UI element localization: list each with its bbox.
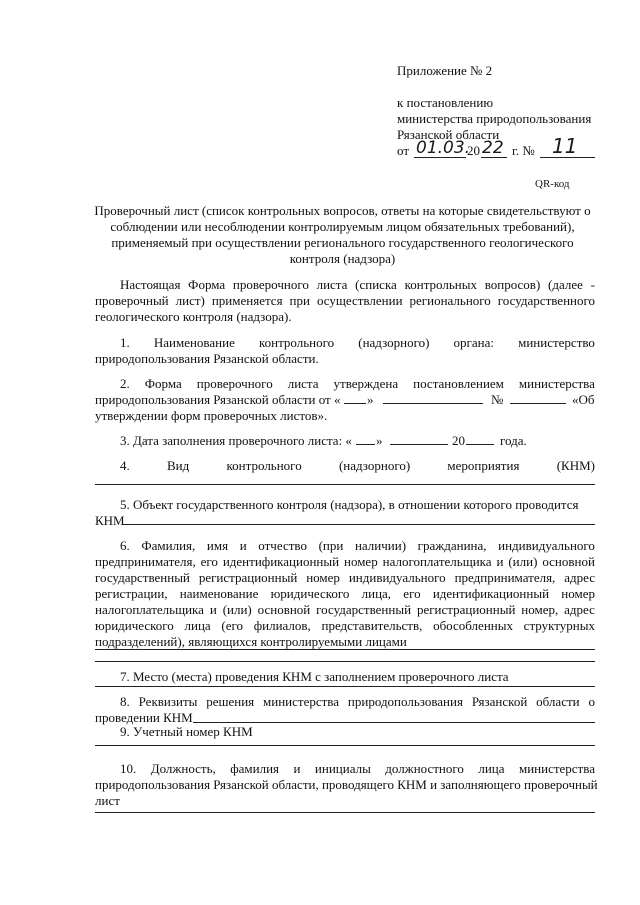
word: листа (287, 376, 319, 391)
word: номер, (521, 602, 559, 617)
word: лица (184, 618, 211, 633)
item-2-line-2-b: » (367, 392, 374, 407)
word: 10. (120, 761, 137, 776)
word: структурных (523, 618, 595, 633)
word: Фамилия, (141, 538, 196, 553)
word: основной (542, 554, 595, 569)
word: 8. (120, 694, 130, 709)
word: фамилия (230, 761, 280, 776)
item-1-line-1 (120, 335, 595, 351)
word: Рязанской (471, 694, 528, 709)
intro-line-2 (95, 293, 595, 309)
word: гражданина, (417, 538, 487, 553)
word: природопользования (347, 694, 463, 709)
word: отчество (258, 538, 307, 553)
word: регистрации, (95, 586, 168, 601)
word: (или) (222, 602, 252, 617)
item-6-line-6 (95, 618, 595, 634)
word: государственного (497, 293, 595, 308)
title-line-4: контроля (надзора) (289, 251, 396, 266)
word: номер (343, 554, 378, 569)
word: утверждена (333, 376, 399, 391)
word: основной (257, 602, 311, 617)
item-6-line-5 (95, 602, 595, 618)
word: предпринимателя, (95, 554, 196, 569)
word: (при (318, 538, 344, 553)
word: вопросов) (484, 277, 541, 292)
item-3-month-blank (390, 444, 448, 445)
item-7-line: 7. Место (места) проведения КНМ с заполнением проверочного листа (120, 669, 509, 684)
word: министерство (518, 335, 595, 350)
item-3-b: » (376, 433, 383, 448)
word: Настоящая (120, 277, 181, 292)
item-6-blank-1 (95, 649, 595, 650)
intro-line-3: геологического контроля (надзора). (95, 309, 292, 324)
title-line-3: применяемый при осуществлении регионального государственного геологического (111, 235, 574, 250)
word: адрес (564, 570, 595, 585)
word: Наименование (153, 335, 235, 350)
item-9-line: 9. Учетный номер КНМ (120, 724, 253, 739)
to-resolution: к постановлению (397, 95, 494, 110)
word: 4. (120, 458, 130, 473)
word: и (496, 554, 504, 569)
word: идентификационный (432, 586, 550, 601)
word: его (403, 586, 421, 601)
word: регистрационный (198, 570, 298, 585)
item-2-line-2-d: «Об (572, 392, 595, 407)
word: наличии) (354, 538, 407, 553)
word: номер (306, 570, 340, 585)
word: государственный (316, 602, 412, 617)
item-6-line-2 (95, 554, 595, 570)
word: 6. (120, 538, 130, 553)
item-2-line-3: утверждении форм проверочных листов». (95, 408, 328, 423)
word: регистрационный (416, 602, 516, 617)
word: Форма (188, 277, 226, 292)
word: индивидуального (498, 538, 595, 553)
word: налогоплательщика (95, 602, 204, 617)
appendix-number: Приложение № 2 (397, 63, 493, 78)
word: осуществлении (316, 293, 403, 308)
word: Реквизиты (138, 694, 198, 709)
word: (надзорного) (338, 458, 411, 473)
word: адрес (564, 602, 595, 617)
item-10-line-3: лист (95, 793, 120, 808)
word: (списка (355, 277, 397, 292)
item-6-line-4 (95, 586, 595, 602)
item-10-line-2: природопользования Рязанской области, проводящего КНМ и заполняющего проверочный (95, 777, 598, 792)
word: инициалы (314, 761, 371, 776)
item-3-day-blank (356, 444, 375, 445)
word: обособленных (433, 618, 513, 633)
item-8-line-2: проведении КНМ (95, 710, 193, 725)
item-8-line-1 (120, 694, 595, 710)
word: и (209, 602, 217, 617)
item-10-line-1 (120, 761, 595, 777)
date-year-suffix: 22 (482, 138, 504, 158)
word: контрольного (258, 335, 335, 350)
word: (или) (508, 554, 538, 569)
word: налогоплательщика (382, 554, 492, 569)
item-7-blank (95, 686, 595, 687)
word: при (289, 293, 310, 308)
word: проверочного (196, 376, 273, 391)
word: решения (206, 694, 255, 709)
word: имя (206, 538, 229, 553)
item-10-blank (95, 812, 595, 813)
word: и (293, 761, 301, 776)
word: (КНМ) (556, 458, 595, 473)
word: его (200, 554, 218, 569)
item-4-line-1 (120, 458, 595, 474)
word: постановлением (413, 376, 504, 391)
word: министерства (263, 694, 340, 709)
item-2-line-1 (120, 376, 595, 392)
word: органа: (453, 335, 494, 350)
item-2-line-2-a: природопользования Рязанской области от « (95, 392, 341, 407)
date-mid: г. № (512, 143, 535, 158)
word: регионального (409, 293, 491, 308)
item-6-line-3 (95, 570, 595, 586)
qr-label: QR-код (535, 178, 570, 190)
item-3-d: года. (500, 433, 527, 448)
word: - (590, 277, 595, 292)
word: индивидуального (348, 570, 446, 585)
word: идентификационный (222, 554, 340, 569)
word: проверочного (232, 277, 309, 292)
word: Форма (144, 376, 182, 391)
word: филиалов, (253, 618, 311, 633)
item-6-line-7: подразделений), являющихся контролируемыми лицами (95, 634, 407, 649)
word: и (239, 538, 247, 553)
item-3-c: 20 (452, 433, 465, 448)
intro-line-1 (120, 277, 595, 293)
title-line-2: соблюдении или несоблюдении контролируемым лицом обязательных требований), (110, 219, 575, 234)
item-4-blank (95, 484, 595, 485)
item-2-line-2-c: № (491, 392, 504, 407)
word: должностного (385, 761, 464, 776)
item-5-line-1: 5. Объект государственного контроля (надзора), в отношении которого проводится (120, 497, 579, 512)
word: государственный (95, 570, 190, 585)
item-2-date-blank (383, 403, 483, 404)
item-3-year-blank (466, 444, 494, 445)
date-year-prefix: 20 (467, 143, 480, 158)
word: юридического (270, 586, 350, 601)
word: (его (221, 618, 243, 633)
item-8-blank (193, 722, 595, 723)
word: (надзорного) (358, 335, 430, 350)
word: проверочный (95, 293, 169, 308)
region-line: Рязанской области (397, 127, 500, 142)
item-2-day-blank (344, 403, 366, 404)
word: мероприятия (447, 458, 520, 473)
word: применяется (211, 293, 283, 308)
word: лица (478, 761, 505, 776)
item-3-a: 3. Дата заполнения проверочного листа: « (120, 433, 352, 448)
word: лист) (175, 293, 205, 308)
item-6-blank-2 (95, 661, 595, 662)
word: лица, (361, 586, 392, 601)
word: номер (561, 586, 595, 601)
word: министерства (518, 376, 595, 391)
title-line-1: Проверочный лист (список контрольных вопросов, ответы на которые свидетельствуют о (94, 203, 591, 218)
date-day-month: 01.03. (416, 138, 471, 158)
item-6-line-1 (120, 538, 595, 554)
item-9-blank (95, 745, 595, 746)
word: представительств, (321, 618, 423, 633)
word: 2. (120, 376, 130, 391)
word: контрольного (226, 458, 302, 473)
word: предпринимателя, (454, 570, 556, 585)
ministry-line: министерства природопользования (397, 111, 592, 126)
word: наименование (179, 586, 259, 601)
item-5-blank (123, 524, 595, 525)
item-5-line-2: КНМ (95, 513, 125, 528)
date-prefix: от (397, 143, 410, 158)
word: Вид (167, 458, 190, 473)
word: министерства (518, 761, 595, 776)
resolution-number: 11 (552, 134, 578, 158)
word: 1. (120, 335, 130, 350)
word: Должность, (150, 761, 216, 776)
word: (далее (548, 277, 583, 292)
word: области (536, 694, 580, 709)
word: контрольных (404, 277, 477, 292)
word: о (588, 694, 595, 709)
word: листа (316, 277, 348, 292)
item-2-number-blank (510, 403, 566, 404)
word: юридического (95, 618, 174, 633)
item-1-line-2: природопользования Рязанской области. (95, 351, 319, 366)
